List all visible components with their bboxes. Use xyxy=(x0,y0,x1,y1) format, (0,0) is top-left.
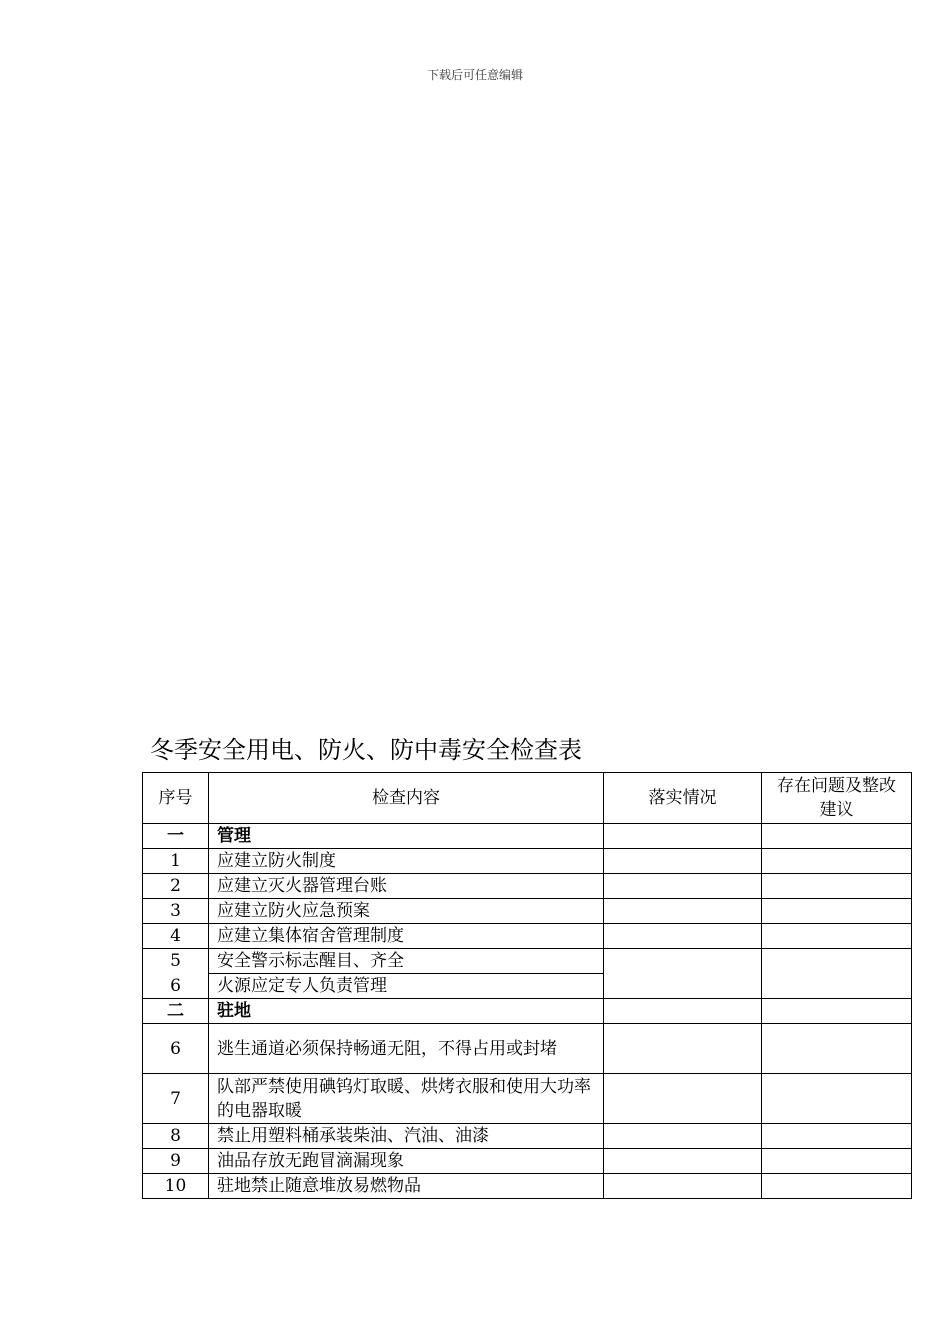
row-content: 应建立灭火器管理台账 xyxy=(209,874,604,899)
row-seq: 10 xyxy=(143,1174,209,1199)
suggestion-cell[interactable] xyxy=(762,824,912,849)
status-cell[interactable] xyxy=(604,899,762,924)
status-cell[interactable] xyxy=(604,1124,762,1149)
status-cell[interactable] xyxy=(604,1074,762,1124)
row-seq: 6 xyxy=(143,974,209,999)
row-seq: 6 xyxy=(143,1024,209,1074)
table-row xyxy=(143,924,912,949)
row-content: 队部严禁使用碘钨灯取暖、烘烤衣服和使用大功率的电器取暖 xyxy=(209,1074,604,1124)
suggestion-cell[interactable] xyxy=(762,1124,912,1149)
row-content: 应建立防火制度 xyxy=(209,849,604,874)
row-content: 应建立防火应急预案 xyxy=(209,899,604,924)
status-cell[interactable] xyxy=(604,1174,762,1199)
row-content: 驻地禁止随意堆放易燃物品 xyxy=(209,1174,604,1199)
row-content: 火源应定专人负责管理 xyxy=(209,974,604,999)
table-row xyxy=(143,899,912,924)
header-status: 落实情况 xyxy=(604,773,762,824)
table-row xyxy=(143,1174,912,1199)
status-cell[interactable] xyxy=(604,999,762,1024)
status-cell[interactable] xyxy=(604,824,762,849)
row-seq: 9 xyxy=(143,1149,209,1174)
status-cell[interactable] xyxy=(604,1149,762,1174)
header-content: 检查内容 xyxy=(209,773,604,824)
table-header-row xyxy=(143,773,912,824)
status-cell[interactable] xyxy=(604,924,762,949)
suggestion-cell[interactable] xyxy=(762,1074,912,1124)
row-content: 逃生通道必须保持畅通无阻，不得占用或封堵 xyxy=(209,1024,604,1074)
table-row xyxy=(143,1124,912,1149)
section-title: 管理 xyxy=(209,824,604,849)
section-title: 驻地 xyxy=(209,999,604,1024)
row-seq: 7 xyxy=(143,1074,209,1124)
suggestion-cell[interactable] xyxy=(762,874,912,899)
suggestion-cell[interactable] xyxy=(762,1174,912,1199)
inspection-table xyxy=(142,772,912,1199)
row-seq: 4 xyxy=(143,924,209,949)
suggestion-cell[interactable] xyxy=(762,999,912,1024)
table-row xyxy=(143,1074,912,1124)
section-seq: 二 xyxy=(143,999,209,1024)
section-seq: 一 xyxy=(143,824,209,849)
row-content: 应建立集体宿舍管理制度 xyxy=(209,924,604,949)
suggestion-cell[interactable] xyxy=(762,924,912,949)
header-seq: 序号 xyxy=(143,773,209,824)
row-seq: 5 xyxy=(143,949,209,974)
row-seq: 8 xyxy=(143,1124,209,1149)
table-row xyxy=(143,1024,912,1074)
suggestion-cell[interactable] xyxy=(762,899,912,924)
row-seq: 2 xyxy=(143,874,209,899)
suggestion-cell[interactable] xyxy=(762,1024,912,1074)
row-content: 油品存放无跑冒滴漏现象 xyxy=(209,1149,604,1174)
suggestion-cell[interactable] xyxy=(762,1149,912,1174)
document-title: 冬季安全用电、防火、防中毒安全检查表 xyxy=(150,736,582,764)
table-row xyxy=(143,874,912,899)
row-content: 安全警示标志醒目、齐全 xyxy=(209,949,604,974)
row-seq: 1 xyxy=(143,849,209,874)
suggestion-cell[interactable] xyxy=(762,849,912,874)
table-row xyxy=(143,1149,912,1174)
status-cell-merged[interactable] xyxy=(604,949,762,999)
suggestion-cell-merged[interactable] xyxy=(762,949,912,999)
section-row-management xyxy=(143,824,912,849)
status-cell[interactable] xyxy=(604,1024,762,1074)
table-row xyxy=(143,849,912,874)
row-content: 禁止用塑料桶承装柴油、汽油、油漆 xyxy=(209,1124,604,1149)
status-cell[interactable] xyxy=(604,849,762,874)
status-cell[interactable] xyxy=(604,874,762,899)
table-row xyxy=(143,949,912,974)
header-note: 下载后可任意编辑 xyxy=(426,68,523,82)
section-row-station xyxy=(143,999,912,1024)
header-suggestion: 存在问题及整改建议 xyxy=(762,773,912,824)
row-seq: 3 xyxy=(143,899,209,924)
